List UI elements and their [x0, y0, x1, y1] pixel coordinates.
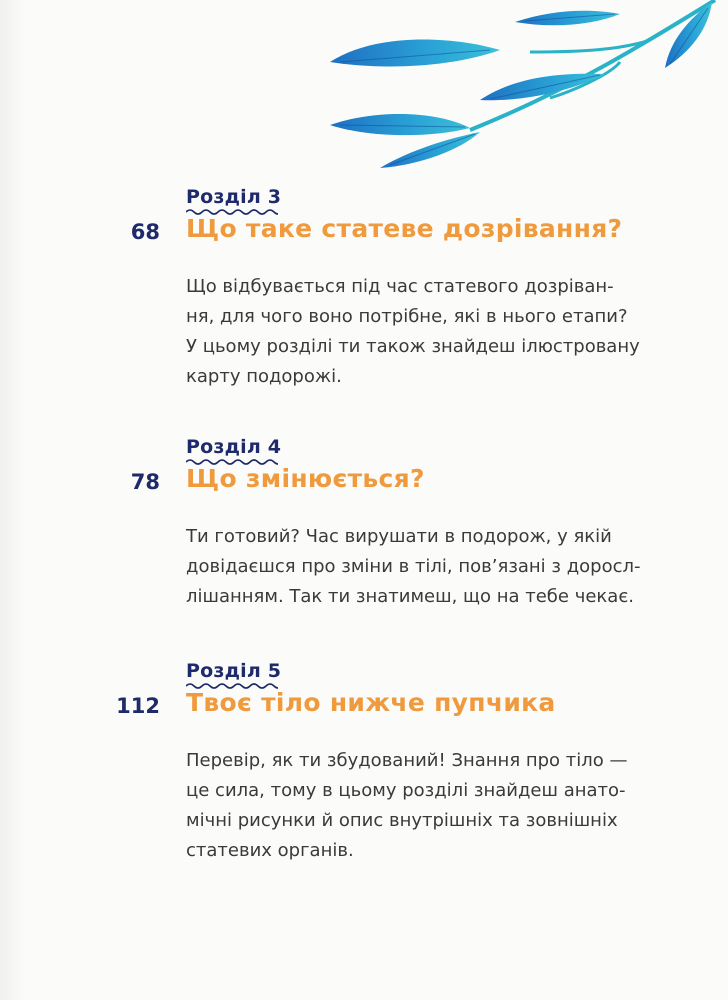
page-number: 68	[130, 220, 160, 244]
chapter-label: Розділ 3	[186, 186, 282, 208]
description-line: це сила, тому в цьому розділі знайдеш анато-	[186, 780, 626, 801]
description-line: лішанням. Так ти знатимеш, що на тебе чекає.	[186, 586, 634, 607]
chapter-label: Розділ 5	[186, 660, 282, 682]
description-line: карту подорожі.	[186, 366, 342, 387]
chapter-label: Розділ 4	[186, 436, 282, 458]
description-line: статевих органів.	[186, 840, 354, 861]
chapter-description	[186, 522, 641, 612]
description-line: Ти готовий? Час вирушати в подорож, у якій	[186, 526, 612, 547]
description-line: довідаєшся про зміни в тілі, пов’язані з доросл-	[186, 556, 641, 577]
description-line: Що відбувається під час статевого дозріван-	[186, 276, 614, 297]
chapter-description	[186, 746, 628, 866]
description-line: ня, для чого воно потрібне, які в нього етапи?	[186, 306, 628, 327]
description-line: У цьому розділі ти також знайдеш ілюстровану	[186, 336, 640, 357]
leaf-icon	[330, 114, 470, 135]
chapter-title: Що таке статеве дозрівання?	[186, 214, 623, 243]
chapter-title: Твоє тіло нижче пупчика	[186, 688, 556, 717]
page-edge-shade	[0, 0, 26, 1000]
chapter-description	[186, 272, 640, 392]
description-line: мічні рисунки й опис внутрішніх та зовнішніх	[186, 810, 618, 831]
chapter-title: Що змінюється?	[186, 464, 425, 493]
page-number: 112	[116, 694, 160, 718]
description-line: Перевір, як ти збудований! Знання про тіло —	[186, 750, 628, 771]
page-number: 78	[130, 470, 160, 494]
leaves-illustration	[320, 0, 728, 180]
leaf-icon	[330, 39, 500, 66]
